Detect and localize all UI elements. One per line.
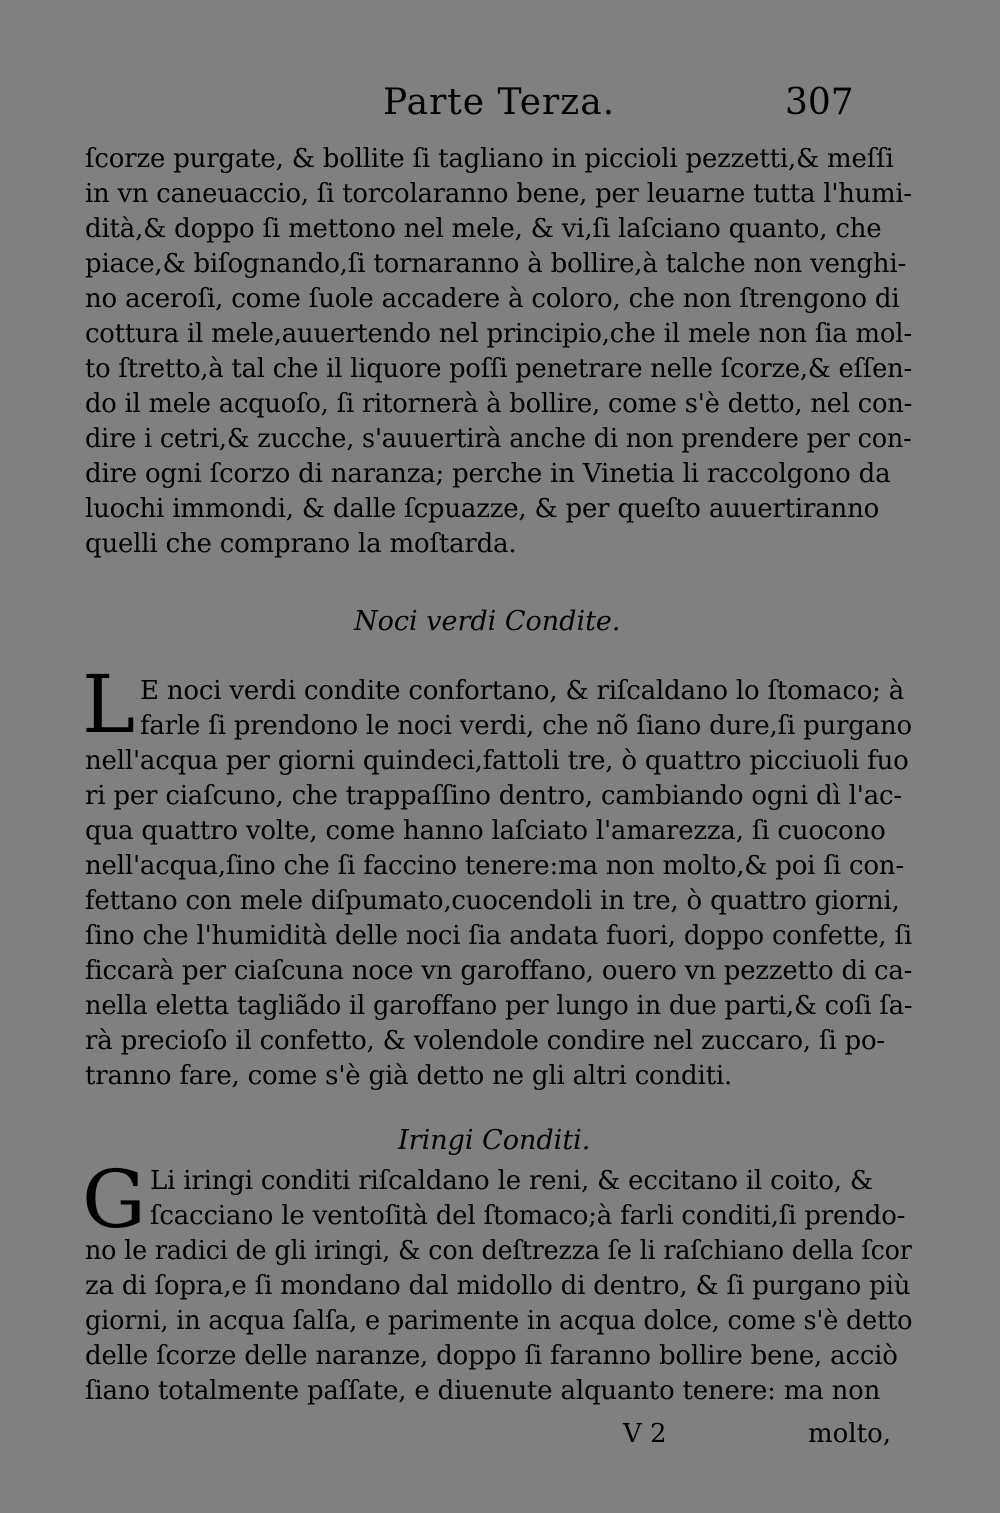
text-line: luochi immondi, & dalle ſcpuazze, & per queſto auuertiranno (85, 494, 880, 524)
drop-cap: L (82, 658, 136, 751)
text-line: qua quattro volte, come hanno laſciato l'amarezza, ſi cuocono (85, 816, 886, 846)
text-line: ficcarà per ciaſcuna noce vn garoffano, ouero vn pezzetto di ca- (85, 956, 913, 986)
text-line: no le radici de gli iringi, & con deſtrezza ſe li raſchiano della ſcor (85, 1236, 912, 1266)
text-line: dire ogni ſcorzo di naranza; perche in Vinetia li raccolgono da (85, 459, 891, 489)
text-line: do il mele acquoſo, ſi ritornerà à bollire, come s'è detto, nel con- (85, 389, 913, 419)
text-line: E noci verdi condite confortano, & riſcaldano lo ſtomaco; à (140, 676, 905, 706)
text-line: to ſtretto,à tal che il liquore poſſi penetrare nelle ſcorze,& eſſen- (85, 354, 912, 384)
text-line: nell'acqua per giorni quindeci,fattoli tre, ò quattro picciuoli fuo (85, 746, 909, 776)
text-line: in vn caneuaccio, ſi torcolaranno bene, per leuarne tutta l'humi- (85, 179, 912, 209)
text-line: Li iringi conditi riſcaldano le reni, & eccitano il coito, & (150, 1166, 873, 1196)
running-head: Parte Terza. (383, 82, 616, 123)
text-line: nell'acqua,ſino che ſi faccino tenere:ma non molto,& poi ſi con- (85, 851, 904, 881)
text-line: farle ſi prendono le noci verdi, che nõ ſiano dure,ſi purgano (140, 711, 912, 741)
text-line: piace,& biſognando,ſi tornaranno à bollire,à talche non venghi- (85, 249, 907, 279)
text-line: quelli che comprano la moſtarda. (85, 529, 517, 559)
text-line: no aceroſi, come ſuole accadere à coloro, che non ſtrengono di (85, 284, 900, 314)
drop-cap: G (82, 1153, 146, 1246)
text-line: nella eletta tagliãdo il garoffano per lungo in due parti,& coſi ſa- (85, 991, 913, 1021)
text-line: giorni, in acqua ſalſa, e parimente in acqua dolce, come s'è detto (85, 1306, 913, 1336)
text-line: za di ſopra,e ſi mondano dal midollo di dentro, & ſi purgano più (85, 1271, 911, 1301)
catchword: molto, (808, 1419, 891, 1449)
text-line: dire i cetri,& zucche, s'auuertirà anche di non prendere per con- (85, 424, 912, 454)
text-line: tranno fare, come s'è già detto ne gli altri conditi. (85, 1061, 733, 1091)
text-line: cottura il mele,auuertendo nel principio,che il mele non ſia mol- (85, 319, 912, 349)
text-line: rà precioſo il confetto, & volendole condire nel zuccaro, ſi po- (85, 1026, 886, 1056)
text-line: ſcorze purgate, & bollite ſi tagliano in piccioli pezzetti,& meſſi (85, 144, 894, 174)
text-line: ri per ciaſcuno, che trappaſſino dentro, cambiando ogni dì l'ac- (85, 781, 902, 811)
text-line: dità,& doppo ſi mettono nel mele, & vi,ſi laſciano quanto, che (85, 214, 882, 244)
text-line: delle ſcorze delle naranze, doppo ſi faranno bollire bene, acciò (85, 1341, 898, 1371)
text-line: ſiano totalmente paſſate, e diuenute alquanto tenere: ma non (85, 1376, 881, 1406)
text-line: ſino che l'humidità delle noci ſia andata fuori, doppo confette, ſi (85, 921, 912, 951)
signature-mark: V 2 (623, 1419, 667, 1449)
section-heading: Iringi Conditi. (398, 1125, 591, 1156)
section-heading: Noci verdi Condite. (354, 606, 621, 637)
text-line: fettano con mele diſpumato,cuocendoli in tre, ò quattro giorni, (85, 886, 900, 916)
text-line: ſcacciano le ventoſità del ſtomaco;à farli conditi,ſi prendo- (150, 1201, 906, 1231)
page-number: 307 (785, 82, 854, 123)
